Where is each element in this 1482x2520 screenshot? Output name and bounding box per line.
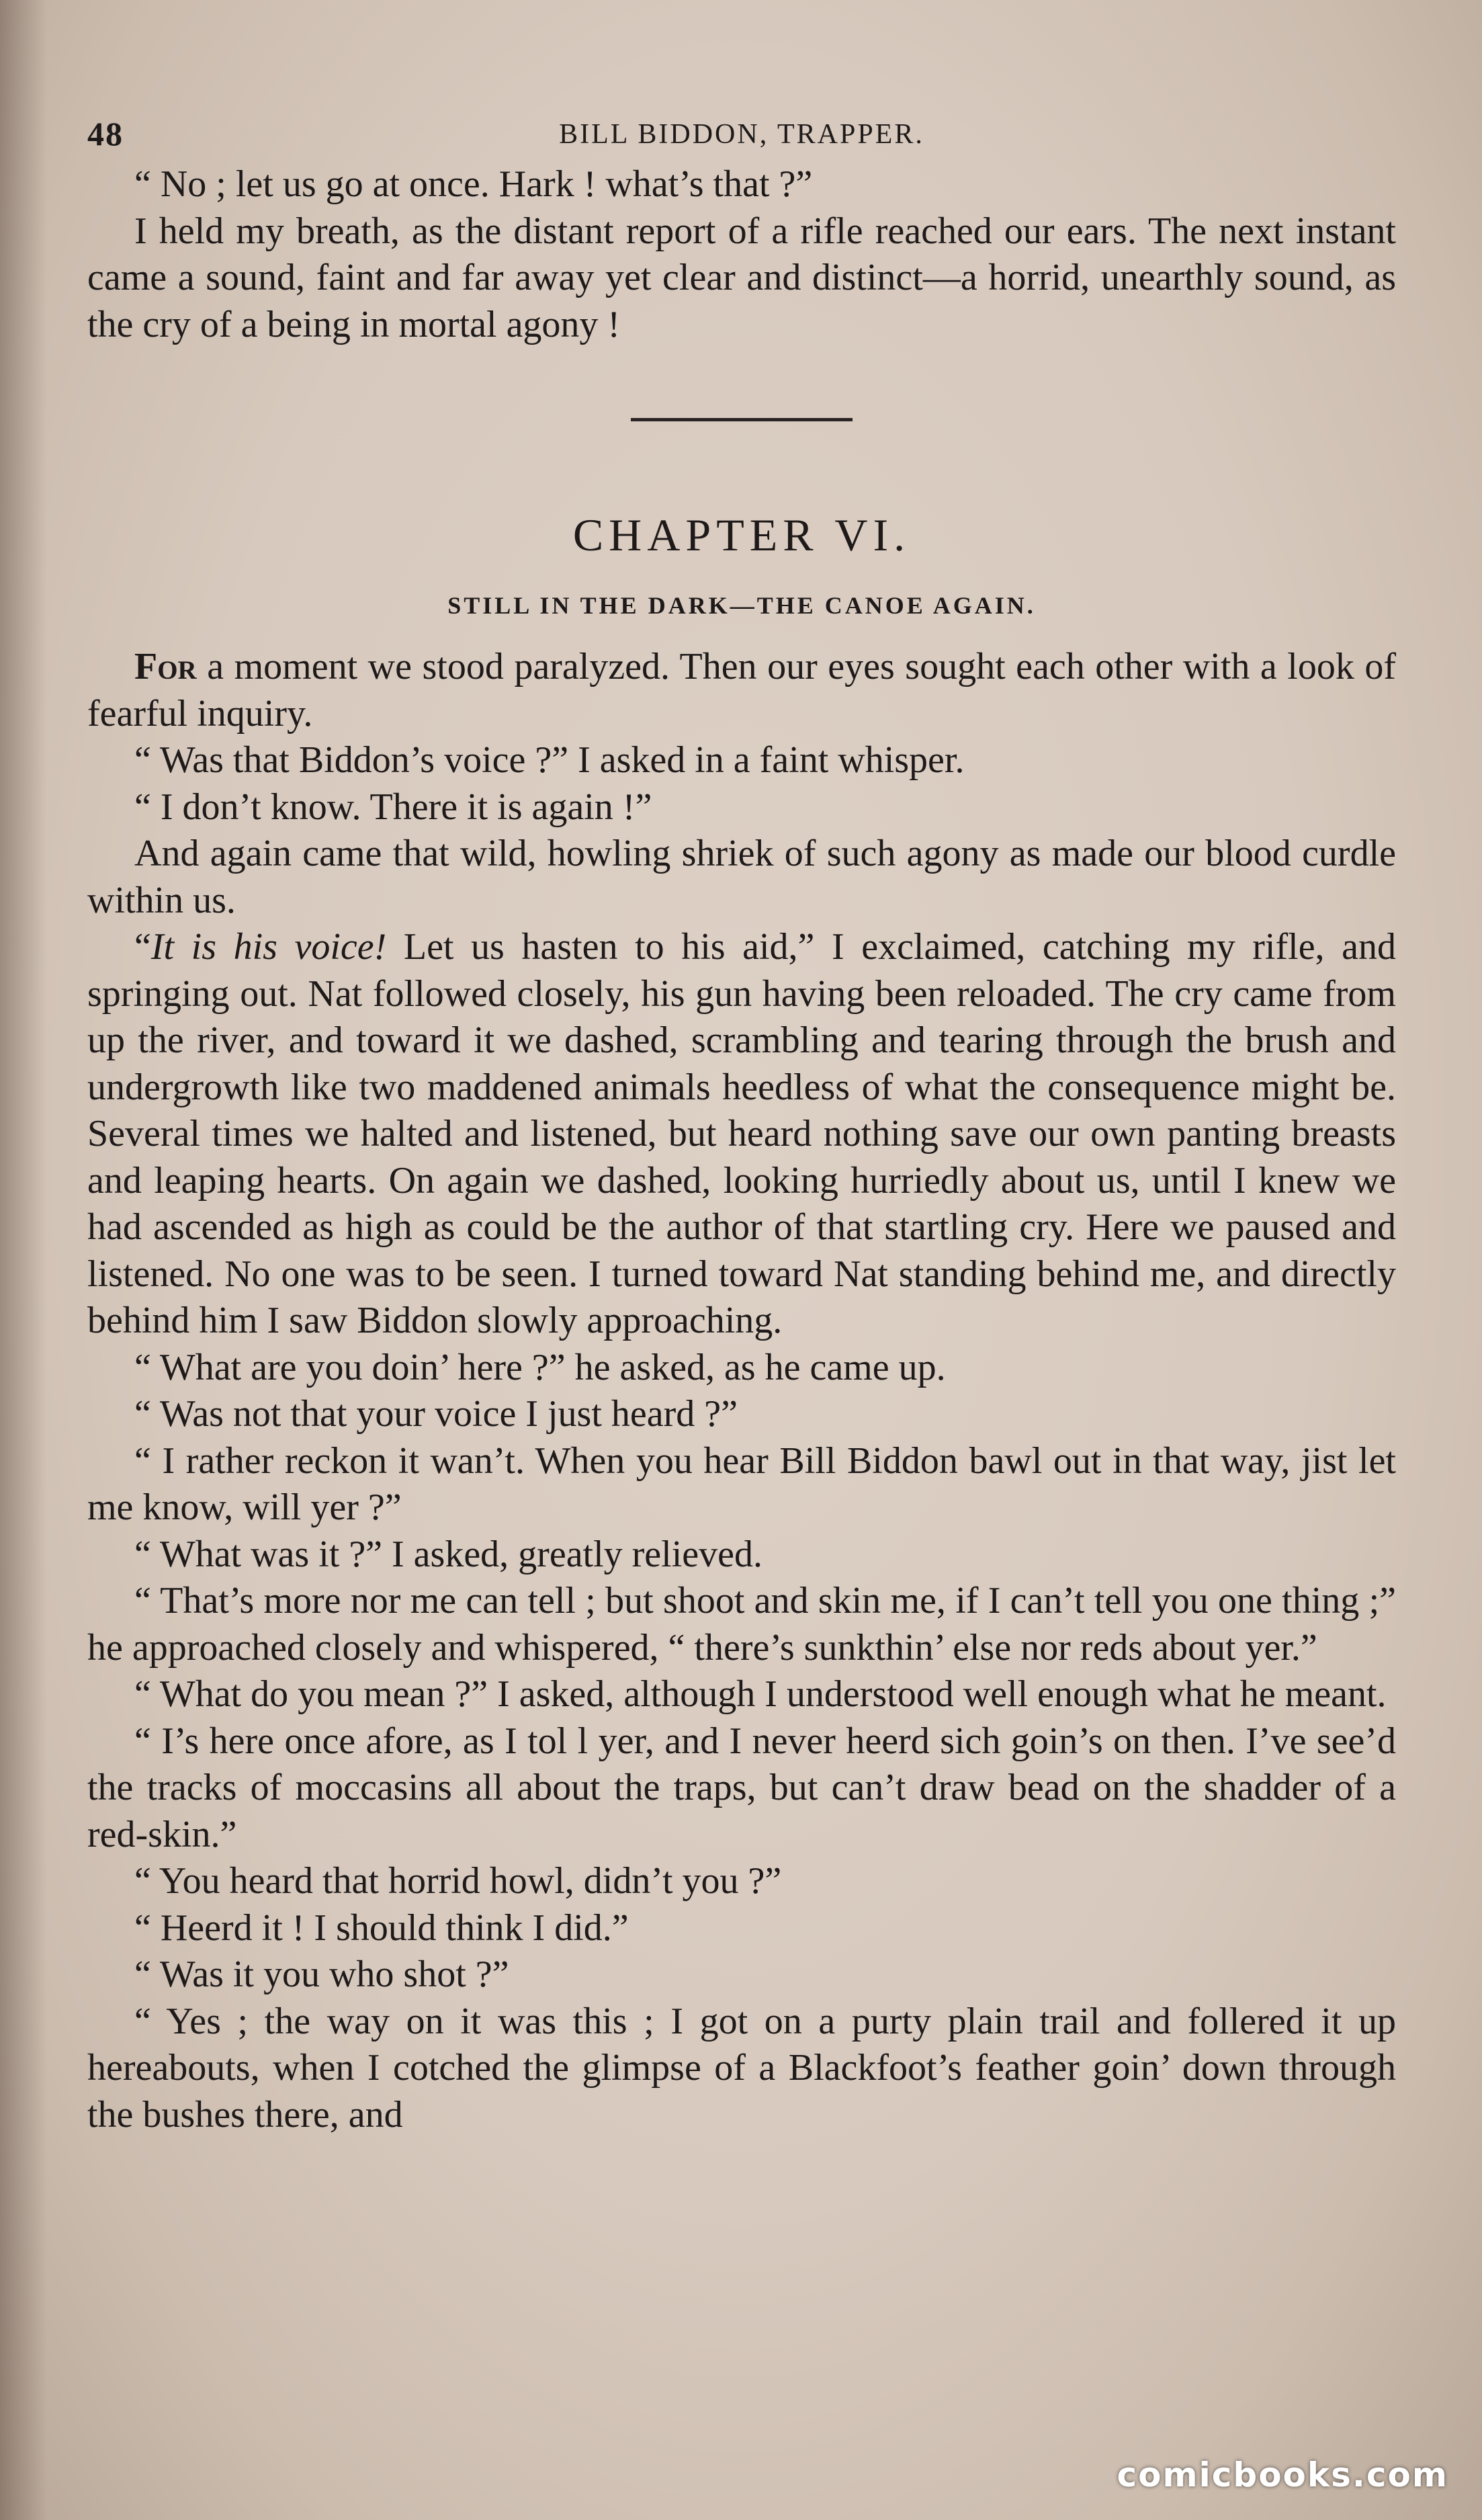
- spine-shadow: [0, 0, 47, 2520]
- paragraph: “ Was not that your voice I just heard ?”: [134, 1393, 738, 1435]
- chapter-subtitle: STILL IN THE DARK—THE CANOE AGAIN.: [447, 592, 1036, 619]
- paragraph: And again came that wild, howling shriek of such agony as made our blood curdle within us.: [87, 833, 1396, 921]
- watermark: comicbooks.com: [1117, 2455, 1448, 2494]
- paragraph: “ You heard that horrid howl, didn’t you ?”: [134, 1860, 782, 1902]
- paragraph: “ That’s more nor me can tell ; but shoot and skin me, if I can’t tell you one thing ;” he approached closely and whispered, “ there’s sunkthin’ else nor reds about yer.”: [87, 1580, 1396, 1669]
- section-divider: [631, 418, 853, 421]
- running-title: BILL BIDDON, TRAPPER.: [559, 119, 924, 150]
- italic-text: It is his voice!: [150, 926, 387, 968]
- paragraph: “ What are you doin’ here ?” he asked, as he came up.: [134, 1346, 946, 1388]
- paragraph: “ I don’t know. There it is again !”: [134, 786, 652, 828]
- lead-word: For: [134, 646, 197, 687]
- paragraph: “ Heerd it ! I should think I did.”: [134, 1906, 629, 1949]
- text-column: [87, 114, 1396, 2138]
- paragraph: “ What do you mean ?” I asked, although I understood well enough what he meant.: [134, 1673, 1387, 1715]
- paragraph-text: Let us hasten to his aid,” I exclaimed, catching my rifle, and springing out. Nat followed closely, his gun having been reloaded. The cry came from up the river, and toward it we dashed, scrambling and tearing through the brush and undergrowth like two maddened animals heedless of what the consequence might be. Several times we halted and listened, but heard nothing save our own panting breasts and leaping hearts. On again we dashed, looking hurriedly about us, until I knew we had ascended as high as could be the author of that startling cry. Here we paused and listened. No one was to be seen. I turned toward Nat standing behind me, and directly behind him I saw Biddon slowly approaching.: [87, 926, 1396, 1341]
- paragraph: “ I rather reckon it wan’t. When you hear Bill Biddon bawl out in that way, jist let me know, will yer ?”: [87, 1439, 1396, 1528]
- paragraph: “ What was it ?” I asked, greatly relieved.: [134, 1533, 762, 1575]
- paragraph: [87, 644, 1396, 737]
- chapter-title: CHAPTER VI.: [572, 509, 911, 560]
- paragraph: “ Yes ; the way on it was this ; I got on a purty plain trail and follered it up hereabouts, when I cotched the glimpse of a Blackfoot’s feather goin’ down through the bushes there, and: [87, 2000, 1396, 2136]
- paragraph: “ I’s here once afore, as I tol l yer, and I never heerd sich goin’s on then. I’ve see’d the tracks of moccasins all about the traps, but can’t draw bead on the shadder of a red-skin.”: [87, 1720, 1396, 1855]
- paragraph: I held my breath, as the distant report of a rifle reached our ears. The next instant came a sound, faint and far away yet clear and distinct—a horrid, unearthly sound, as the cry of a being in mortal agony !: [87, 210, 1396, 345]
- page-number: 48: [87, 115, 124, 153]
- running-head: [87, 114, 1396, 161]
- open-quote: “: [134, 926, 151, 968]
- paragraph-text: a moment we stood paralyzed. Then our eyes sought each other with a look of fearful inquiry.: [87, 646, 1396, 734]
- paragraph: “ No ; let us go at once. Hark ! what’s that ?”: [134, 163, 813, 205]
- paragraph: “ Was that Biddon’s voice ?” I asked in a faint whisper.: [134, 739, 965, 781]
- paragraph: [87, 924, 1396, 1345]
- paragraph: “ Was it you who shot ?”: [134, 1954, 509, 1995]
